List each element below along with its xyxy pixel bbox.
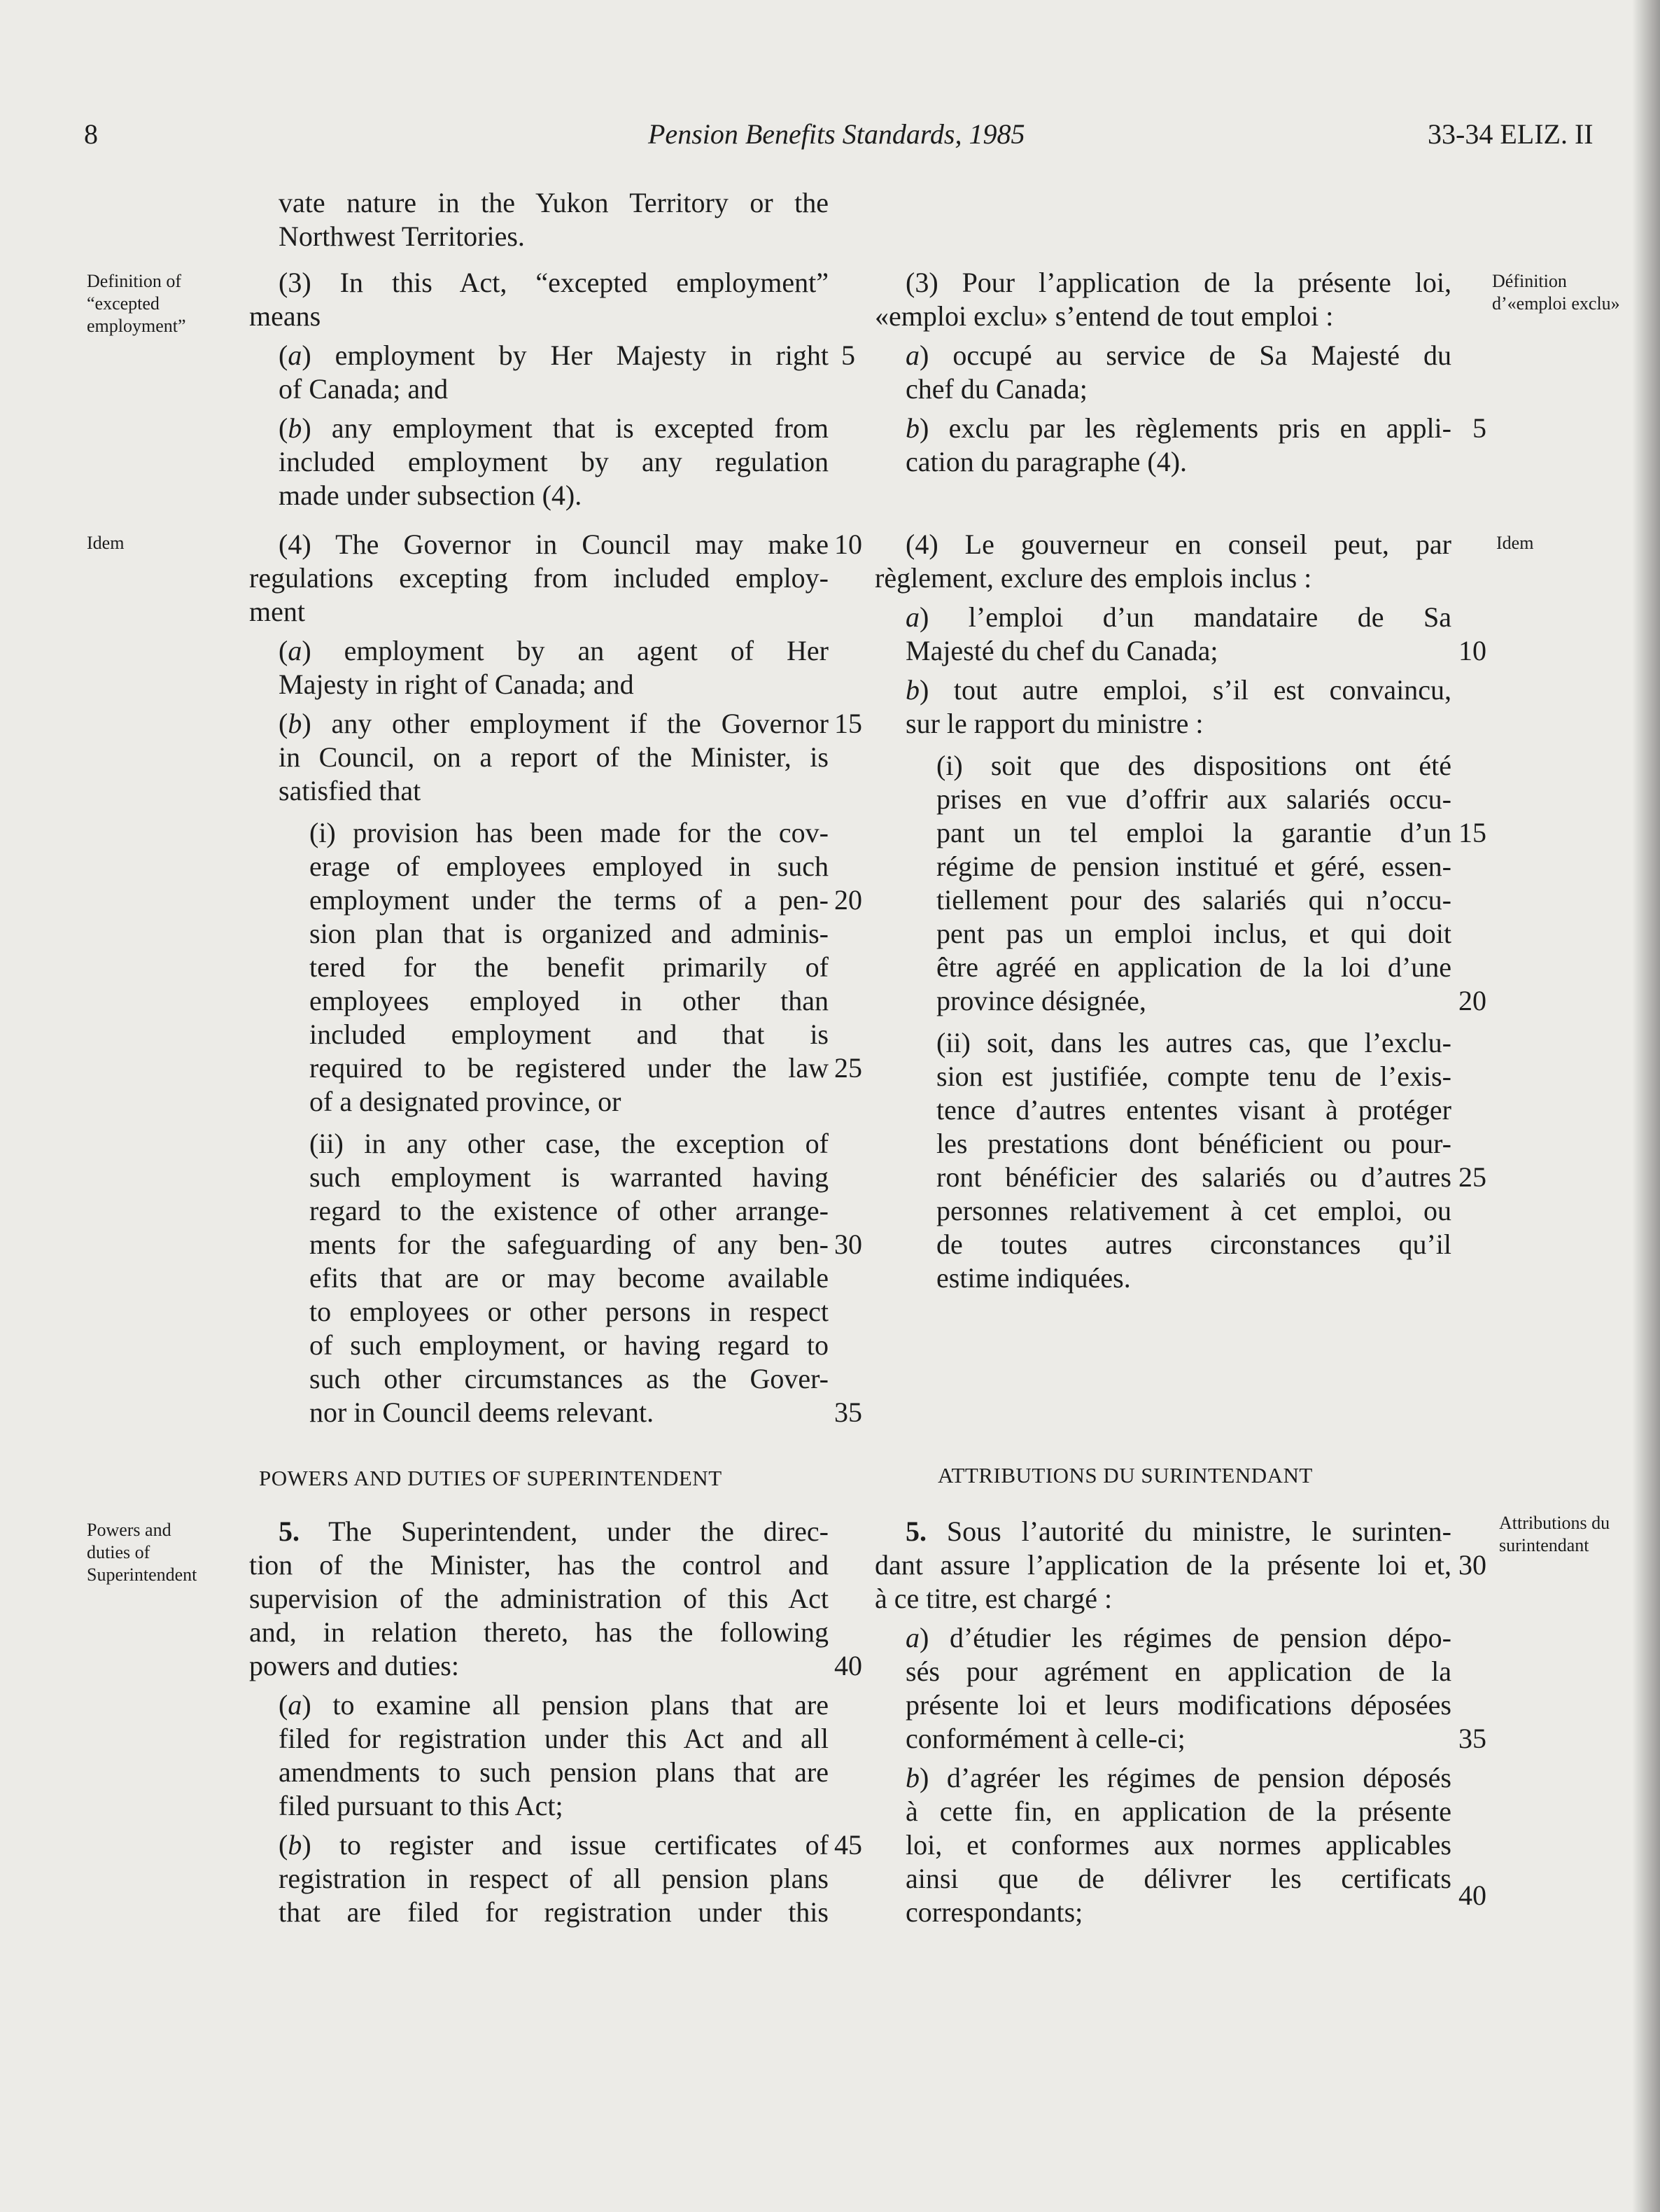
line-number: 25 — [1458, 1161, 1486, 1193]
line-number: 35 — [1458, 1723, 1486, 1754]
text-line-fr: (4) Le gouverneur en conseil peut, par — [906, 528, 1451, 560]
text-line-fr: (i) soit que des dispositions ont été — [936, 750, 1451, 781]
text-line-fr: (3) Pour l’application de la présente loi, — [906, 267, 1451, 298]
text-line-en: powers and duties: — [249, 1650, 459, 1681]
text-line-en: (ii) in any other case, the exception of — [309, 1128, 829, 1159]
line-number: 15 — [834, 708, 862, 739]
margin-note-line: Superintendent — [87, 1564, 197, 1585]
text-line-en: regard to the existence of other arrange- — [309, 1195, 829, 1226]
text-line-en: of such employment, or having regard to — [309, 1329, 829, 1361]
margin-note-line: duties of — [87, 1542, 150, 1562]
text-line-en: included employment and that is — [309, 1018, 829, 1050]
text-line-en: included employment by any regulation — [279, 446, 829, 477]
text-line-en: supervision of the administration of this Act — [249, 1583, 829, 1614]
margin-note-definition-fr — [1492, 270, 1620, 315]
text-line-en: (3) In this Act, “excepted employment” — [279, 267, 829, 298]
text-line-fr: 5. Sous l’autorité du ministre, le surinten- — [906, 1516, 1451, 1547]
text-line-en: Majesty in right of Canada; and — [279, 668, 634, 700]
line-number: 30 — [1458, 1549, 1486, 1581]
text-line-en: (b) any other employment if the Governor — [279, 708, 829, 739]
text-line-fr: présente loi et leurs modifications déposées — [906, 1689, 1451, 1721]
margin-note-line: Attributions du — [1499, 1513, 1610, 1533]
text-line-fr: chef du Canada; — [906, 373, 1088, 405]
line-number: 30 — [834, 1228, 862, 1260]
line-number: 25 — [834, 1052, 862, 1084]
line-number: 15 — [1458, 817, 1486, 848]
section-heading-en: POWERS AND DUTIES OF SUPERINTENDENT — [259, 1466, 722, 1490]
margin-note-line: employment” — [87, 316, 186, 336]
text-line-fr: sur le rapport du ministre : — [906, 708, 1204, 739]
page-number: 8 — [84, 118, 98, 150]
line-number: 45 — [834, 1829, 862, 1861]
line-number: 5 — [1472, 412, 1486, 444]
text-line-fr: pant un tel emploi la garantie d’un — [936, 817, 1451, 848]
text-line-en: (b) any employment that is excepted from — [279, 412, 829, 444]
text-line-fr: (ii) soit, dans les autres cas, que l’exclu- — [936, 1027, 1451, 1058]
text-line-en: filed for registration under this Act and all — [279, 1723, 829, 1754]
text-line-fr: à ce titre, est chargé : — [875, 1583, 1113, 1614]
text-line-en: (b) to register and issue certificates of — [279, 1829, 829, 1861]
text-line-fr: a) l’emploi d’un mandataire de Sa — [906, 601, 1451, 633]
text-line-en: required to be registered under the law — [309, 1052, 829, 1084]
text-line-fr: a) d’étudier les régimes de pension dépo- — [906, 1622, 1451, 1653]
text-line-en: and, in relation thereto, has the following — [249, 1616, 829, 1648]
margin-note-line: Définition — [1492, 271, 1567, 291]
line-number: 20 — [1458, 985, 1486, 1016]
text-line-en: filed pursuant to this Act; — [279, 1790, 563, 1821]
margin-note-line: “excepted — [87, 293, 160, 314]
margin-note-line: Powers and — [87, 1520, 171, 1540]
text-line-fr: être agréé en application de la loi d’une — [936, 951, 1451, 983]
text-line-en: in Council, on a report of the Minister, is — [279, 741, 829, 773]
line-number: 20 — [834, 884, 862, 916]
text-line-fr: b) d’agréer les régimes de pension déposés — [906, 1762, 1451, 1793]
text-line-en: such employment is warranted having — [309, 1161, 829, 1193]
text-line-fr: sion est justifiée, compte tenu de l’exis- — [936, 1060, 1451, 1092]
line-number: 40 — [1458, 1879, 1486, 1911]
text-line-en: vate nature in the Yukon Territory or the — [279, 187, 829, 218]
margin-note-powers-fr — [1499, 1512, 1610, 1557]
text-line-fr: ainsi que de délivrer les certificats — [906, 1863, 1451, 1894]
line-number: 40 — [834, 1650, 862, 1681]
margin-note-line: d’«emploi exclu» — [1492, 293, 1620, 314]
text-line-en: of a designated province, or — [309, 1086, 621, 1117]
text-line-fr: régime de pension institué et géré, essen- — [936, 850, 1451, 882]
text-line-en: of Canada; and — [279, 373, 449, 405]
text-line-fr: Majesté du chef du Canada; — [906, 635, 1218, 666]
text-line-en: amendments to such pension plans that are — [279, 1756, 829, 1788]
text-line-fr: règlement, exclure des emplois inclus : — [875, 562, 1312, 594]
line-number: 10 — [1458, 635, 1486, 666]
margin-note-line: Definition of — [87, 271, 182, 291]
text-line-en: employees employed in other than — [309, 985, 829, 1016]
text-line-en: (i) provision has been made for the cov- — [309, 817, 829, 848]
text-line-fr: b) exclu par les règlements pris en appli- — [906, 412, 1451, 444]
text-line-en: (a) employment by Her Majesty in right — [279, 340, 829, 371]
text-line-en: registration in respect of all pension plans — [279, 1863, 829, 1894]
text-line-fr: personnes relativement à cet emploi, ou — [936, 1195, 1451, 1226]
margin-note-idem-en: Idem — [87, 533, 125, 553]
text-line-en: satisfied that — [279, 775, 421, 806]
text-line-fr: prises en vue d’offrir aux salariés occu- — [936, 783, 1451, 815]
text-line-fr: tence d’autres ententes visant à protéger — [936, 1094, 1451, 1126]
text-line-en: means — [249, 300, 321, 332]
text-line-fr: «emploi exclu» s’entend de tout emploi : — [875, 300, 1334, 332]
text-line-fr: estime indiquées. — [936, 1262, 1131, 1294]
text-line-fr: pent pas un emploi inclus, et qui doit — [936, 918, 1451, 949]
text-line-en: that are filed for registration under this — [279, 1896, 829, 1928]
text-line-fr: correspondants; — [906, 1896, 1083, 1928]
margin-note-line: surintendant — [1499, 1535, 1589, 1555]
text-line-en: such other circumstances as the Gover- — [309, 1363, 829, 1394]
text-line-en: nor in Council deems relevant. — [309, 1396, 654, 1428]
text-line-en: ments for the safeguarding of any ben- — [309, 1228, 829, 1260]
regnal-year: 33-34 ELIZ. II — [1428, 118, 1594, 150]
text-line-fr: tiellement pour des salariés qui n’occu- — [936, 884, 1451, 916]
text-line-en: (4) The Governor in Council may make — [279, 528, 829, 560]
text-line-fr: a) occupé au service de Sa Majesté du — [906, 340, 1451, 371]
text-line-en: made under subsection (4). — [279, 479, 582, 511]
text-line-fr: cation du paragraphe (4). — [906, 446, 1188, 477]
text-line-en: Northwest Territories. — [279, 220, 525, 252]
text-line-en: employment under the terms of a pen- — [309, 884, 829, 916]
page-edge-shadow — [1632, 0, 1660, 2212]
text-line-fr: conformément à celle-ci; — [906, 1723, 1186, 1754]
text-line-fr: b) tout autre emploi, s’il est convaincu, — [906, 674, 1451, 706]
text-line-fr: de toutes autres circonstances qu’il — [936, 1228, 1451, 1260]
text-line-fr: ront bénéficier des salariés ou d’autres — [936, 1161, 1451, 1193]
text-line-en: ment — [249, 596, 305, 627]
text-line-fr: province désignée, — [936, 985, 1146, 1016]
text-line-en: efits that are or may become available — [309, 1262, 829, 1294]
text-line-fr: sés pour agrément en application de la — [906, 1656, 1451, 1687]
line-number: 5 — [841, 340, 855, 371]
text-line-en: sion plan that is organized and adminis- — [309, 918, 829, 949]
margin-note-powers-en — [87, 1519, 197, 1586]
text-line-en: (a) employment by an agent of Her — [279, 635, 829, 666]
text-line-fr: à cette fin, en application de la présente — [906, 1795, 1451, 1827]
page-title: Pension Benefits Standards, 1985 — [648, 118, 1025, 150]
text-line-en: tion of the Minister, has the control and — [249, 1549, 829, 1581]
text-line-fr: les prestations dont bénéficient ou pour- — [936, 1128, 1451, 1159]
text-line-en: 5. The Superintendent, under the direc- — [279, 1516, 829, 1547]
text-line-fr: dant assure l’application de la présente loi et, — [875, 1549, 1451, 1581]
line-number: 10 — [834, 528, 862, 560]
section-heading-fr: ATTRIBUTIONS DU SURINTENDANT — [938, 1463, 1313, 1488]
text-line-en: tered for the benefit primarily of — [309, 951, 829, 983]
margin-note-definition-en — [87, 270, 186, 337]
line-number: 35 — [834, 1396, 862, 1428]
margin-note-idem-fr: Idem — [1496, 533, 1534, 553]
text-line-en: regulations excepting from included employ- — [249, 562, 829, 594]
text-line-en: erage of employees employed in such — [309, 850, 829, 882]
text-line-en: (a) to examine all pension plans that are — [279, 1689, 829, 1721]
text-line-fr: loi, et conformes aux normes applicables — [906, 1829, 1451, 1861]
text-line-en: to employees or other persons in respect — [309, 1296, 829, 1327]
